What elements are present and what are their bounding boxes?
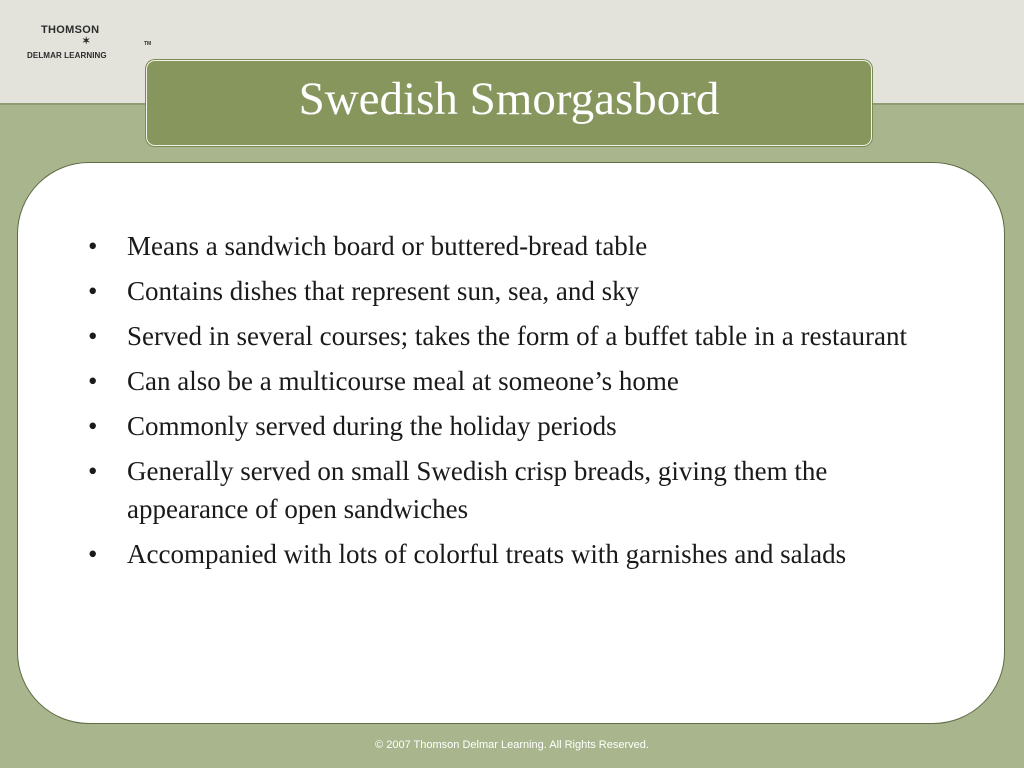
bullet-icon: •: [88, 321, 98, 351]
logo-trademark: TM: [144, 41, 152, 47]
bullet-list: [88, 227, 938, 580]
bullet-text: Commonly served during the holiday periods: [127, 411, 617, 441]
bullet-item: [88, 407, 938, 445]
bullet-text: Means a sandwich board or buttered-bread table: [127, 231, 648, 261]
title-box: [146, 60, 872, 146]
bullet-item: [88, 452, 938, 528]
logo-line2: DELMAR LEARNING: [27, 51, 107, 60]
bullet-text: Generally served on small Swedish crisp breads, giving them the appearance of open sandwiches: [127, 456, 828, 524]
bullet-icon: •: [88, 231, 98, 261]
bullet-item: [88, 272, 938, 310]
bullet-text: Contains dishes that represent sun, sea, and sky: [127, 276, 640, 306]
bullet-item: [88, 317, 938, 355]
content-box: [17, 162, 1005, 724]
bullet-text: Accompanied with lots of colorful treats with garnishes and salads: [127, 539, 847, 569]
bullet-icon: •: [88, 456, 98, 486]
bullet-item: [88, 535, 938, 573]
thomson-delmar-logo: [27, 22, 152, 66]
logo-star-icon: ✶: [82, 36, 91, 47]
bullet-icon: •: [88, 411, 98, 441]
bullet-icon: •: [88, 539, 98, 569]
bullet-item: [88, 227, 938, 265]
copyright-footer: © 2007 Thomson Delmar Learning. All Rights Reserved.: [375, 739, 649, 751]
bullet-text: Can also be a multicourse meal at someone’s home: [127, 366, 679, 396]
slide-title: Swedish Smorgasbord: [298, 72, 720, 125]
bullet-item: [88, 362, 938, 400]
logo-line1: THOMSON: [41, 24, 100, 36]
bullet-icon: •: [88, 276, 98, 306]
bullet-icon: •: [88, 366, 98, 396]
bullet-text: Served in several courses; takes the form of a buffet table in a restaurant: [127, 321, 907, 351]
